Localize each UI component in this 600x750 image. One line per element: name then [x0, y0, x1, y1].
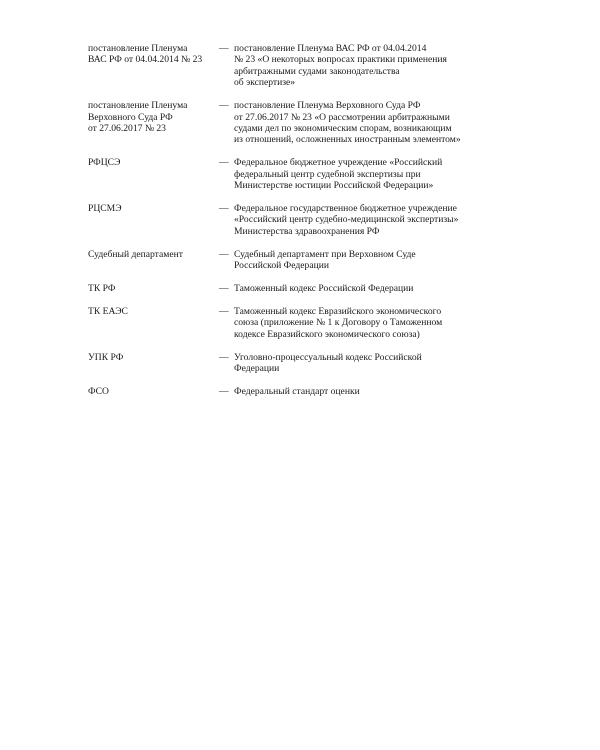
definition-line: Таможенный кодекс Евразийского экономического: [234, 305, 442, 317]
entry-definition: [234, 283, 508, 294]
definition-line: Министерства здравоохранения РФ: [234, 225, 380, 237]
definition-line: из отношений, осложненных иностранным элементом»: [234, 134, 461, 146]
definition-line: арбитражными судами законодательства: [234, 65, 400, 77]
definition-line: № 23 «О некоторых вопросах практики применения: [234, 54, 447, 66]
entry-term: [88, 203, 219, 214]
entry-term: [88, 249, 219, 260]
entry-definition: [234, 203, 508, 237]
definition-line: постановление Пленума Верховного Суда РФ: [234, 100, 421, 112]
definition-line: Федерации: [234, 363, 280, 375]
definition-line: об экспертизе»: [234, 77, 296, 89]
term-line: РФЦСЭ: [88, 157, 121, 169]
term-line: постановление Пленума: [88, 100, 188, 112]
entry-definition: [234, 352, 508, 375]
entry-dash: —: [219, 305, 229, 317]
entry-term: [88, 43, 219, 66]
abbreviations-list: [88, 43, 508, 409]
abbreviation-entry: [88, 386, 508, 397]
definition-line: «Российский центр судебно-медицинской экспертизы»: [234, 214, 459, 226]
entry-definition: [234, 249, 508, 272]
definition-line: Судебный департамент при Верховном Суде: [234, 248, 416, 260]
entry-definition: [234, 306, 508, 340]
abbreviation-entry: [88, 306, 508, 340]
entry-dash: —: [219, 248, 229, 260]
entry-term: [88, 100, 219, 134]
entry-dash: —: [219, 385, 229, 397]
entry-dash: —: [219, 100, 229, 112]
entry-term: [88, 306, 219, 317]
term-line: от 27.06.2017 № 23: [88, 122, 166, 134]
entry-definition: [234, 386, 508, 397]
entry-term: [88, 157, 219, 168]
definition-line: Таможенный кодекс Российской Федерации: [234, 283, 414, 294]
entry-term: [88, 352, 219, 363]
entry-dash: —: [219, 202, 229, 214]
term-line: РЦСМЭ: [88, 202, 122, 214]
entry-definition: [234, 100, 508, 146]
definition-line: судами дел по экономическим спорам, возникающим: [234, 122, 452, 134]
abbreviation-entry: [88, 203, 508, 237]
term-line: ФСО: [88, 385, 109, 397]
entry-dash: —: [219, 283, 229, 294]
entry-term: [88, 283, 219, 294]
definition-line: Российской Федерации: [234, 260, 329, 272]
term-line: ТК РФ: [88, 283, 116, 294]
entry-dash: —: [219, 157, 229, 169]
definition-line: Федеральное бюджетное учреждение «Российский: [234, 157, 443, 169]
term-line: ВАС РФ от 04.04.2014 № 23: [88, 54, 203, 66]
definition-line: союза (приложение № 1 к Договору о Таможенном: [234, 317, 443, 329]
definition-line: Федеральный стандарт оценки: [234, 385, 360, 397]
abbreviation-entry: [88, 43, 508, 89]
abbreviation-entry: [88, 249, 508, 272]
entry-term: [88, 386, 219, 397]
term-line: Судебный департамент: [88, 248, 183, 260]
entry-dash: —: [219, 351, 229, 363]
term-line: УПК РФ: [88, 351, 124, 363]
definition-line: Федеральное государственное бюджетное учреждение: [234, 202, 457, 214]
term-line: постановление Пленума: [88, 43, 188, 54]
definition-line: Уголовно-процессуальный кодекс Российской: [234, 351, 422, 363]
abbreviation-entry: [88, 100, 508, 146]
abbreviation-entry: [88, 157, 508, 191]
definition-line: федеральный центр судебной экспертизы при: [234, 168, 421, 180]
term-line: ТК ЕАЭС: [88, 305, 128, 317]
definition-line: постановление Пленума ВАС РФ от 04.04.2014: [234, 43, 427, 54]
abbreviation-entry: [88, 283, 508, 294]
definition-line: Министерстве юстиции Российской Федерации»: [234, 180, 434, 192]
abbreviation-entry: [88, 352, 508, 375]
definition-line: от 27.06.2017 № 23 «О рассмотрении арбитражными: [234, 111, 450, 123]
entry-dash: —: [219, 43, 229, 54]
definition-line: кодексе Евразийского экономического союза): [234, 328, 420, 340]
entry-definition: [234, 43, 508, 89]
term-line: Верховного Суда РФ: [88, 111, 173, 123]
entry-definition: [234, 157, 508, 191]
